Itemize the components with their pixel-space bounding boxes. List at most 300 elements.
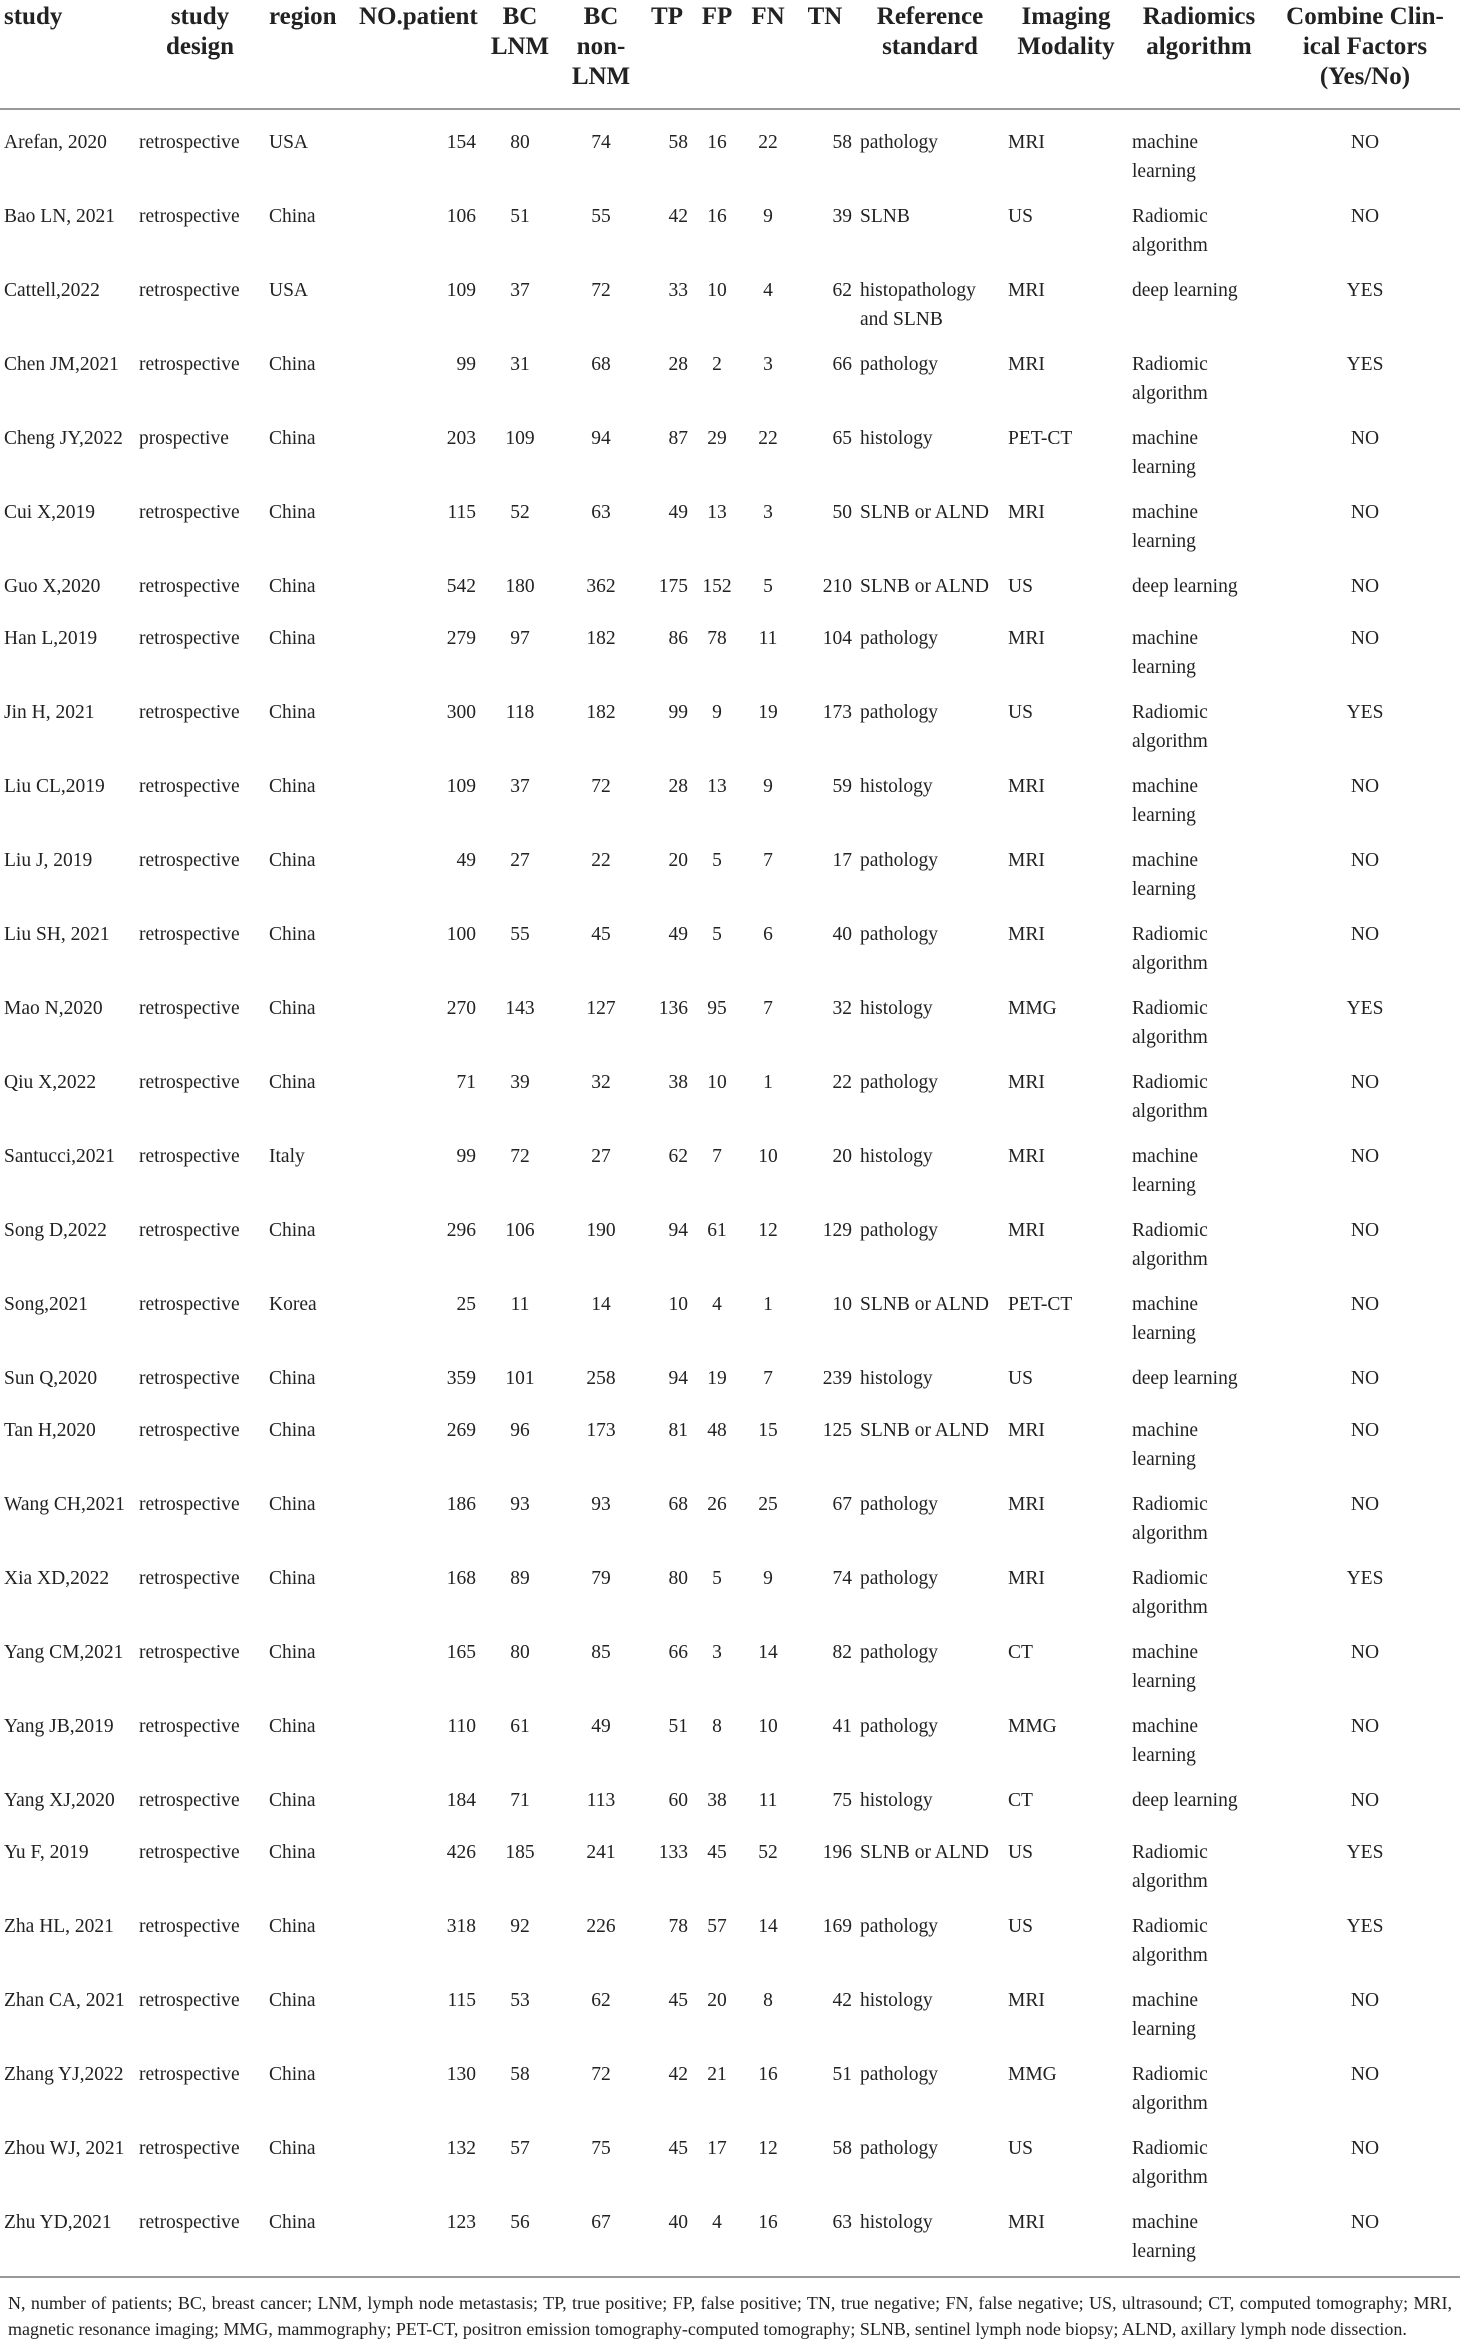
cell-algo: machine learning (1132, 1420, 1199, 1470)
table-row (0, 1400, 1460, 1474)
cell-patients: 106 (446, 206, 476, 227)
cell-region: China (269, 1790, 316, 1811)
cell-tn: 40 (832, 924, 852, 945)
cell-ref: histology (860, 1990, 933, 2011)
cell-design: retrospective (139, 1642, 240, 1663)
cell-tn: 58 (832, 2138, 852, 2159)
cell-tn: 104 (822, 628, 852, 649)
cell-fp: 2 (712, 354, 722, 375)
cell-algo: deep learning (1132, 576, 1238, 597)
cell-bc_non: 72 (591, 280, 611, 301)
cell-tp: 136 (658, 998, 688, 1019)
table-row (0, 978, 1460, 1052)
cell-algo: machine learning (1132, 776, 1199, 826)
cell-clinical: NO (1350, 1220, 1380, 1241)
table-row (0, 608, 1460, 682)
cell-tp: 87 (668, 428, 688, 449)
cell-region: China (269, 354, 316, 375)
cell-bc_non: 94 (591, 428, 611, 449)
cell-tp: 42 (668, 206, 688, 227)
cell-bc_lnm: 109 (505, 428, 535, 449)
cell-patients: 109 (446, 280, 476, 301)
cell-ref: histology (860, 2212, 933, 2233)
table-row (0, 2192, 1460, 2276)
cell-fp: 17 (707, 2138, 727, 2159)
cell-bc_non: 79 (591, 1568, 611, 1589)
cell-bc_non: 63 (591, 502, 611, 523)
cell-design: retrospective (139, 1072, 240, 1093)
cell-modality: US (1008, 1916, 1033, 1937)
cell-tp: 175 (658, 576, 688, 597)
cell-study: Zhan CA, 2021 (4, 1990, 125, 2011)
cell-fn: 3 (763, 354, 773, 375)
cell-bc_lnm: 93 (510, 1494, 530, 1515)
cell-region: China (269, 1990, 316, 2011)
cell-ref: SLNB or ALND (860, 576, 989, 597)
cell-bc_non: 74 (591, 132, 611, 153)
cell-ref: pathology (860, 702, 938, 723)
cell-bc_non: 32 (591, 1072, 611, 1093)
cell-ref: pathology (860, 2138, 938, 2159)
cell-bc_lnm: 61 (510, 1716, 530, 1737)
cell-ref: pathology (860, 2064, 938, 2085)
cell-patients: 49 (456, 850, 476, 871)
table-row (0, 186, 1460, 260)
cell-region: China (269, 1642, 316, 1663)
cell-study: Sun Q,2020 (4, 1368, 98, 1389)
cell-clinical: YES (1346, 702, 1384, 723)
cell-clinical: NO (1350, 2138, 1380, 2159)
cell-algo: machine learning (1132, 502, 1199, 552)
cell-bc_non: 14 (591, 1294, 611, 1315)
cell-fn: 10 (758, 1716, 778, 1737)
cell-clinical: NO (1350, 1368, 1380, 1389)
cell-algo: Radiomic algorithm (1132, 702, 1208, 752)
cell-fp: 7 (712, 1146, 722, 1167)
cell-fn: 11 (758, 628, 778, 649)
cell-bc_lnm: 101 (505, 1368, 535, 1389)
cell-algo: deep learning (1132, 280, 1238, 301)
cell-clinical: NO (1350, 502, 1380, 523)
cell-clinical: NO (1350, 1146, 1380, 1167)
cell-bc_lnm: 80 (510, 1642, 530, 1663)
cell-bc_lnm: 57 (510, 2138, 530, 2159)
cell-patients: 270 (446, 998, 476, 1019)
cell-design: retrospective (139, 776, 240, 797)
cell-modality: MRI (1008, 628, 1045, 649)
cell-ref: pathology (860, 1494, 938, 1515)
cell-fp: 13 (707, 502, 727, 523)
cell-region: USA (269, 132, 309, 153)
cell-region: Korea (269, 1294, 317, 1315)
cell-design: retrospective (139, 576, 240, 597)
cell-fn: 7 (763, 850, 773, 871)
cell-bc_non: 182 (586, 702, 616, 723)
cell-region: China (269, 1916, 316, 1937)
cell-region: China (269, 998, 316, 1019)
cell-algo: machine learning (1132, 850, 1199, 900)
table-row (0, 756, 1460, 830)
cell-bc_non: 258 (586, 1368, 616, 1389)
cell-ref: SLNB or ALND (860, 1420, 989, 1441)
cell-bc_lnm: 37 (510, 776, 530, 797)
cell-clinical: NO (1350, 206, 1380, 227)
cell-modality: US (1008, 576, 1033, 597)
cell-patients: 203 (446, 428, 476, 449)
column-header-clinical: Combine Clin-ical Factors (Yes/No) (1286, 3, 1444, 90)
table-row (0, 1822, 1460, 1896)
cell-bc_non: 226 (586, 1916, 616, 1937)
cell-region: China (269, 776, 316, 797)
cell-patients: 109 (446, 776, 476, 797)
cell-ref: pathology (860, 850, 938, 871)
cell-fn: 7 (763, 998, 773, 1019)
cell-bc_lnm: 96 (510, 1420, 530, 1441)
cell-design: retrospective (139, 1842, 240, 1863)
table-row (0, 1770, 1460, 1822)
cell-modality: MRI (1008, 1220, 1045, 1241)
cell-study: Yu F, 2019 (4, 1842, 89, 1863)
cell-region: China (269, 924, 316, 945)
cell-ref: SLNB or ALND (860, 1294, 989, 1315)
cell-study: Arefan, 2020 (4, 132, 107, 153)
cell-tp: 28 (668, 354, 688, 375)
cell-fp: 5 (712, 850, 722, 871)
cell-study: Zhang YJ,2022 (4, 2064, 124, 2085)
cell-fn: 14 (758, 1916, 778, 1937)
cell-region: China (269, 2138, 316, 2159)
cell-algo: Radiomic algorithm (1132, 2138, 1208, 2188)
cell-ref: SLNB or ALND (860, 1842, 989, 1863)
cell-fp: 5 (712, 1568, 722, 1589)
cell-study: Jin H, 2021 (4, 702, 95, 723)
cell-algo: Radiomic algorithm (1132, 1220, 1208, 1270)
cell-fn: 16 (758, 2212, 778, 2233)
cell-region: China (269, 2064, 316, 2085)
cell-fp: 4 (712, 2212, 722, 2233)
cell-region: China (269, 1220, 316, 1241)
cell-bc_lnm: 185 (505, 1842, 535, 1863)
cell-fp: 8 (712, 1716, 722, 1737)
cell-design: retrospective (139, 280, 240, 301)
cell-modality: MRI (1008, 1568, 1045, 1589)
cell-region: China (269, 1368, 316, 1389)
cell-fp: 3 (712, 1642, 722, 1663)
cell-bc_non: 190 (586, 1220, 616, 1241)
cell-study: Bao LN, 2021 (4, 206, 116, 227)
cell-modality: PET-CT (1008, 1294, 1073, 1315)
cell-tn: 58 (832, 132, 852, 153)
cell-bc_lnm: 71 (510, 1790, 530, 1811)
cell-bc_lnm: 53 (510, 1990, 530, 2011)
cell-tn: 22 (832, 1072, 852, 1093)
cell-fp: 9 (712, 702, 722, 723)
cell-modality: MRI (1008, 776, 1045, 797)
cell-tn: 50 (832, 502, 852, 523)
cell-study: Tan H,2020 (4, 1420, 96, 1441)
cell-bc_lnm: 55 (510, 924, 530, 945)
cell-design: retrospective (139, 1494, 240, 1515)
cell-bc_non: 27 (591, 1146, 611, 1167)
cell-modality: MRI (1008, 1420, 1045, 1441)
cell-fn: 12 (758, 1220, 778, 1241)
cell-bc_non: 22 (591, 850, 611, 871)
cell-modality: PET-CT (1008, 428, 1073, 449)
cell-patients: 71 (456, 1072, 476, 1093)
cell-fn: 52 (758, 1842, 778, 1863)
cell-bc_non: 93 (591, 1494, 611, 1515)
cell-modality: MRI (1008, 924, 1045, 945)
cell-modality: MRI (1008, 1146, 1045, 1167)
cell-algo: deep learning (1132, 1790, 1238, 1811)
table-row (0, 1348, 1460, 1400)
cell-algo: Radiomic algorithm (1132, 1494, 1208, 1544)
cell-algo: Radiomic algorithm (1132, 206, 1208, 256)
cell-tn: 42 (832, 1990, 852, 2011)
cell-region: Italy (269, 1146, 305, 1167)
column-header-tp: TP (651, 3, 683, 30)
cell-study: Cheng JY,2022 (4, 428, 123, 449)
cell-patients: 318 (446, 1916, 476, 1937)
cell-tp: 94 (668, 1220, 688, 1241)
cell-tn: 20 (832, 1146, 852, 1167)
column-header-bc_non: BC non-LNM (571, 3, 631, 90)
cell-tn: 10 (832, 1294, 852, 1315)
cell-bc_non: 67 (591, 2212, 611, 2233)
cell-algo: machine learning (1132, 1294, 1199, 1344)
table-row (0, 334, 1460, 408)
cell-tn: 125 (822, 1420, 852, 1441)
cell-design: retrospective (139, 1790, 240, 1811)
cell-algo: Radiomic algorithm (1132, 1568, 1208, 1618)
cell-algo: Radiomic algorithm (1132, 1842, 1208, 1892)
cell-study: Cattell,2022 (4, 280, 100, 301)
cell-bc_lnm: 39 (510, 1072, 530, 1093)
cell-algo: machine learning (1132, 1716, 1199, 1766)
column-header-ref: Reference standard (876, 3, 984, 60)
cell-tn: 196 (822, 1842, 852, 1863)
cell-design: retrospective (139, 1990, 240, 2011)
column-header-tn: TN (807, 3, 843, 30)
cell-tp: 49 (668, 924, 688, 945)
cell-fp: 10 (707, 280, 727, 301)
cell-ref: pathology (860, 924, 938, 945)
cell-bc_lnm: 56 (510, 2212, 530, 2233)
cell-tn: 63 (832, 2212, 852, 2233)
table-row (0, 1052, 1460, 1126)
cell-patients: 296 (446, 1220, 476, 1241)
table-row (0, 1548, 1460, 1622)
column-header-patients: NO.patient (359, 3, 478, 30)
cell-bc_lnm: 58 (510, 2064, 530, 2085)
cell-clinical: NO (1350, 776, 1380, 797)
column-header-modality: Imaging Modality (1017, 3, 1115, 60)
cell-patients: 269 (446, 1420, 476, 1441)
cell-fn: 3 (763, 502, 773, 523)
cell-tn: 173 (822, 702, 852, 723)
cell-bc_non: 68 (591, 354, 611, 375)
cell-patients: 184 (446, 1790, 476, 1811)
cell-bc_non: 45 (591, 924, 611, 945)
cell-bc_non: 55 (591, 206, 611, 227)
cell-patients: 165 (446, 1642, 476, 1663)
cell-bc_lnm: 31 (510, 354, 530, 375)
cell-region: USA (269, 280, 309, 301)
cell-clinical: NO (1350, 1294, 1380, 1315)
cell-patients: 300 (446, 702, 476, 723)
cell-clinical: NO (1350, 924, 1380, 945)
cell-design: retrospective (139, 502, 240, 523)
cell-study: Mao N,2020 (4, 998, 103, 1019)
cell-fp: 16 (707, 206, 727, 227)
cell-tp: 62 (668, 1146, 688, 1167)
cell-study: Chen JM,2021 (4, 354, 119, 375)
cell-algo: Radiomic algorithm (1132, 1072, 1208, 1122)
cell-ref: histology (860, 1368, 933, 1389)
cell-modality: MRI (1008, 132, 1045, 153)
cell-modality: CT (1008, 1790, 1033, 1811)
cell-patients: 115 (447, 502, 476, 523)
cell-fn: 6 (763, 924, 773, 945)
cell-clinical: NO (1350, 1494, 1380, 1515)
cell-modality: MMG (1008, 998, 1057, 1019)
cell-patients: 132 (446, 2138, 476, 2159)
cell-tn: 65 (832, 428, 852, 449)
cell-design: retrospective (139, 1716, 240, 1737)
cell-tp: 78 (668, 1916, 688, 1937)
cell-bc_non: 173 (586, 1420, 616, 1441)
table-row (0, 1474, 1460, 1548)
cell-algo: Radiomic algorithm (1132, 998, 1208, 1048)
cell-design: retrospective (139, 702, 240, 723)
table-row (0, 556, 1460, 608)
cell-fn: 25 (758, 1494, 778, 1515)
cell-study: Zhou WJ, 2021 (4, 2138, 125, 2159)
cell-ref: histopathology and SLNB (860, 280, 976, 330)
cell-fn: 5 (763, 576, 773, 597)
cell-tp: 20 (668, 850, 688, 871)
cell-tn: 62 (832, 280, 852, 301)
cell-modality: US (1008, 1842, 1033, 1863)
cell-ref: pathology (860, 1716, 938, 1737)
cell-tp: 66 (668, 1642, 688, 1663)
cell-fp: 26 (707, 1494, 727, 1515)
cell-algo: machine learning (1132, 1990, 1199, 2040)
cell-patients: 186 (446, 1494, 476, 1515)
cell-study: Han L,2019 (4, 628, 98, 649)
cell-study: Qiu X,2022 (4, 1072, 97, 1093)
cell-region: China (269, 1420, 316, 1441)
column-header-region: region (269, 3, 337, 30)
cell-tp: 45 (668, 2138, 688, 2159)
cell-study: Yang XJ,2020 (4, 1790, 115, 1811)
cell-patients: 100 (446, 924, 476, 945)
table-row (0, 408, 1460, 482)
cell-fn: 11 (758, 1790, 778, 1811)
cell-modality: MRI (1008, 502, 1045, 523)
cell-region: China (269, 1568, 316, 1589)
cell-patients: 130 (446, 2064, 476, 2085)
cell-tp: 28 (668, 776, 688, 797)
table-row (0, 1896, 1460, 1970)
cell-fp: 38 (707, 1790, 727, 1811)
cell-ref: pathology (860, 1642, 938, 1663)
cell-tp: 68 (668, 1494, 688, 1515)
cell-tp: 86 (668, 628, 688, 649)
cell-region: China (269, 206, 316, 227)
cell-region: China (269, 1072, 316, 1093)
cell-bc_lnm: 72 (510, 1146, 530, 1167)
cell-bc_non: 113 (586, 1790, 616, 1811)
cell-study: Song D,2022 (4, 1220, 107, 1241)
cell-algo: machine learning (1132, 2212, 1199, 2262)
cell-tp: 40 (668, 2212, 688, 2233)
cell-design: retrospective (139, 1368, 240, 1389)
cell-study: Liu J, 2019 (4, 850, 93, 871)
cell-tn: 82 (832, 1642, 852, 1663)
cell-tn: 74 (832, 1568, 852, 1589)
cell-design: retrospective (139, 1220, 240, 1241)
cell-algo: machine learning (1132, 1642, 1199, 1692)
cell-bc_non: 362 (586, 576, 616, 597)
cell-tn: 51 (832, 2064, 852, 2085)
cell-clinical: NO (1350, 1072, 1380, 1093)
cell-study: Wang CH,2021 (4, 1494, 125, 1515)
cell-tp: 45 (668, 1990, 688, 2011)
cell-study: Liu CL,2019 (4, 776, 105, 797)
cell-region: China (269, 628, 316, 649)
cell-modality: MRI (1008, 2212, 1045, 2233)
table-row (0, 260, 1460, 334)
cell-clinical: YES (1346, 1842, 1384, 1863)
cell-fp: 19 (707, 1368, 727, 1389)
cell-design: retrospective (139, 1916, 240, 1937)
cell-fn: 4 (763, 280, 773, 301)
cell-fp: 57 (707, 1916, 727, 1937)
cell-tp: 38 (668, 1072, 688, 1093)
cell-tn: 129 (822, 1220, 852, 1241)
cell-study: Song,2021 (4, 1294, 88, 1315)
cell-study: Cui X,2019 (4, 502, 96, 523)
cell-algo: machine learning (1132, 628, 1199, 678)
cell-tn: 67 (832, 1494, 852, 1515)
cell-algo: machine learning (1132, 428, 1199, 478)
cell-fp: 13 (707, 776, 727, 797)
table-row (0, 1126, 1460, 1200)
cell-clinical: NO (1350, 1642, 1380, 1663)
table-row (0, 2044, 1460, 2118)
table-row (0, 482, 1460, 556)
cell-design: retrospective (139, 2138, 240, 2159)
cell-study: Zha HL, 2021 (4, 1916, 114, 1937)
cell-fn: 9 (763, 1568, 773, 1589)
cell-patients: 99 (456, 1146, 476, 1167)
cell-algo: Radiomic algorithm (1132, 924, 1208, 974)
cell-fp: 20 (707, 1990, 727, 2011)
cell-tn: 169 (822, 1916, 852, 1937)
cell-design: retrospective (139, 924, 240, 945)
cell-region: China (269, 1716, 316, 1737)
cell-fn: 1 (763, 1294, 773, 1315)
column-header-fp: FP (701, 3, 733, 30)
table-row (0, 1274, 1460, 1348)
cell-tp: 80 (668, 1568, 688, 1589)
cell-fn: 9 (763, 776, 773, 797)
cell-modality: US (1008, 206, 1033, 227)
cell-bc_lnm: 27 (510, 850, 530, 871)
cell-clinical: NO (1350, 1990, 1380, 2011)
cell-tn: 66 (832, 354, 852, 375)
